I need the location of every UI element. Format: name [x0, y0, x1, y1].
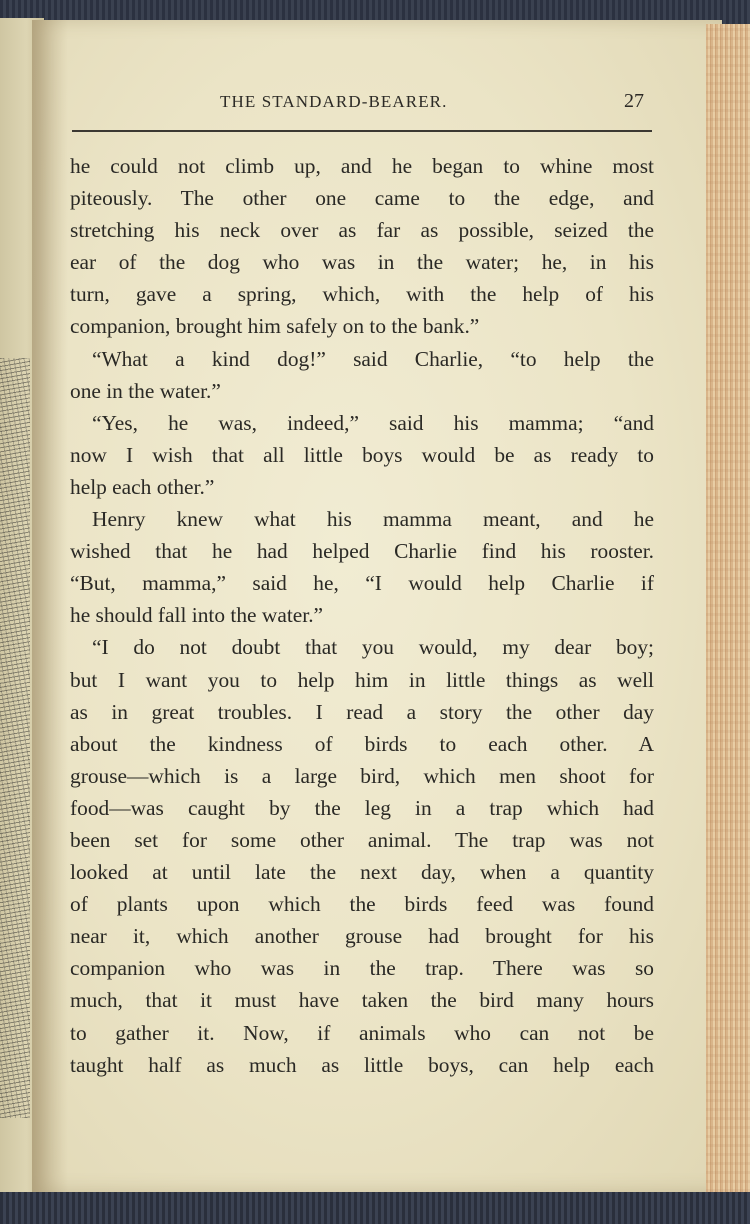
- text-line: near it, which another grouse had brought for his: [70, 924, 654, 949]
- body-text: [70, 150, 654, 1081]
- text-line: companion who was in the trap. There was so: [70, 956, 654, 981]
- text-line: companion, brought him safely on to the bank.”: [70, 314, 480, 339]
- engraving-fragment: [0, 358, 30, 1118]
- text-line: been set for some other animal. The trap was not: [70, 827, 654, 852]
- running-title: THE STANDARD-BEARER.: [220, 92, 448, 111]
- text-line: to gather it. Now, if animals who can not be: [70, 1020, 654, 1045]
- page-edges: [706, 24, 750, 1192]
- text-line: as in great troubles. I read a story the other day: [70, 699, 654, 724]
- text-line: much, that it must have taken the bird many hours: [70, 988, 654, 1013]
- text-line: ear of the dog who was in the water; he, in his: [70, 250, 654, 275]
- running-header: [190, 92, 650, 118]
- text-line: he could not climb up, and he began to whine most: [70, 154, 654, 178]
- text-line: about the kindness of birds to each other. A: [70, 731, 654, 756]
- text-line: grouse—which is a large bird, which men shoot for: [70, 763, 654, 788]
- text-line: but I want you to help him in little things as well: [70, 667, 654, 692]
- text-line: looked at until late the next day, when a quantity: [70, 860, 654, 885]
- header-rule: [72, 130, 652, 132]
- text-line: help each other.”: [70, 474, 215, 499]
- text-line: food—was caught by the leg in a trap which had: [70, 795, 654, 820]
- text-line: turn, gave a spring, which, with the help of his: [70, 282, 654, 307]
- text-line: of plants upon which the birds feed was found: [70, 892, 654, 917]
- text-line: now I wish that all little boys would be as ready to: [70, 442, 654, 467]
- text-line: piteously. The other one came to the edge, and: [70, 186, 654, 211]
- page-number: 27: [624, 90, 644, 112]
- binding-cloth-bottom: [0, 1192, 750, 1224]
- gutter-shadow: [32, 20, 68, 1192]
- text-line: “What a kind dog!” said Charlie, “to help the: [92, 346, 654, 371]
- text-line: one in the water.”: [70, 378, 221, 403]
- text-line: stretching his neck over as far as possible, seized the: [70, 218, 654, 243]
- text-line: “But, mamma,” said he, “I would help Charlie if: [70, 571, 654, 596]
- text-line: Henry knew what his mamma meant, and he: [92, 507, 654, 532]
- text-line: he should fall into the water.”: [70, 603, 324, 628]
- text-line: taught half as much as little boys, can help each: [70, 1052, 654, 1077]
- text-line: “I do not doubt that you would, my dear boy;: [92, 635, 654, 660]
- text-line: “Yes, he was, indeed,” said his mamma; “and: [92, 410, 654, 435]
- text-line: wished that he had helped Charlie find his rooster.: [70, 539, 654, 564]
